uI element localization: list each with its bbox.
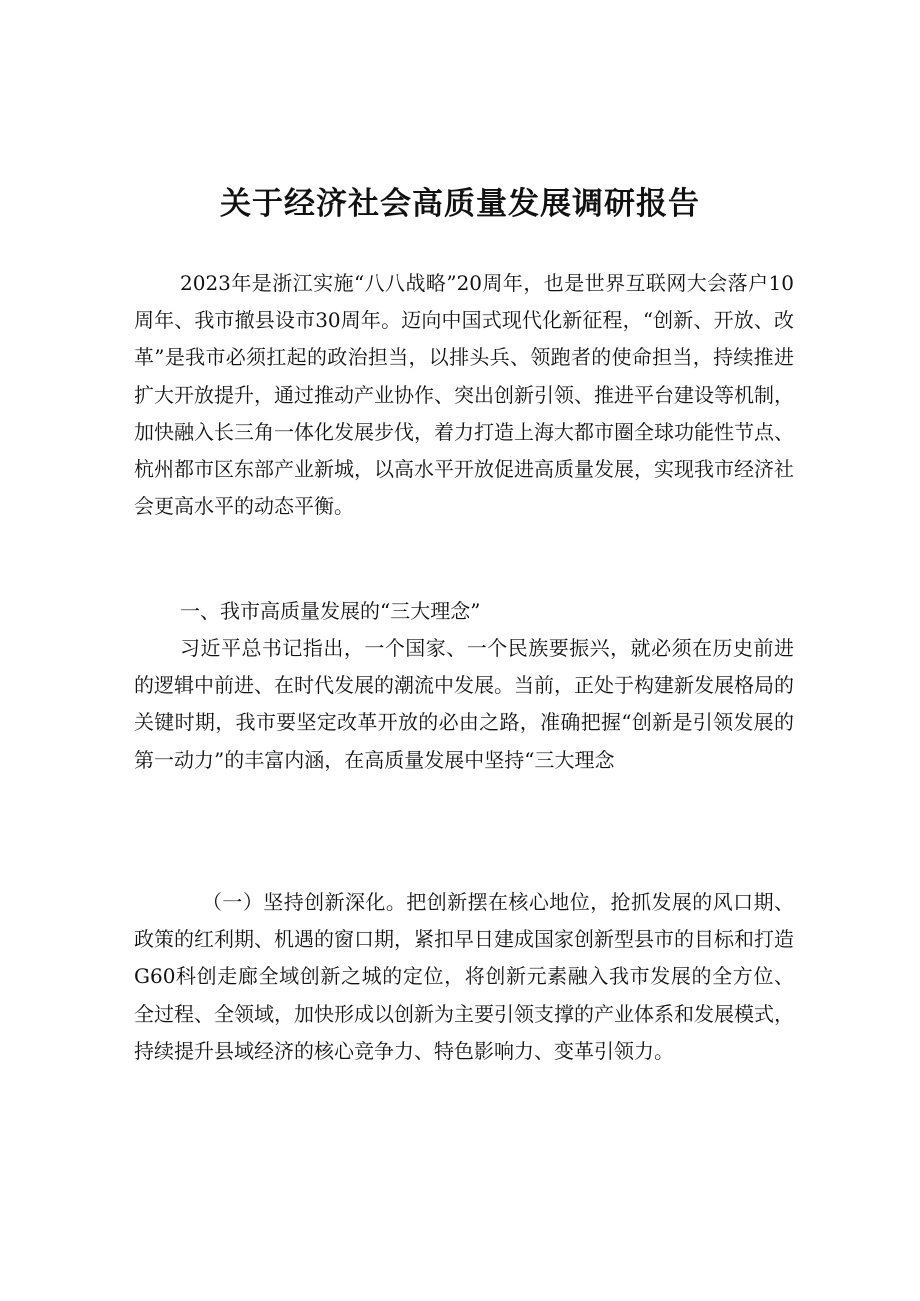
- intro-paragraph: 2023年是浙江实施“八八战略”20周年，也是世界互联网大会落户10周年、我市撤县设市30周年。迈向中国式现代化新征程，“创新、开放、改革”是我市必须扛起的政治担当，以排头兵、领跑者的使命担当，持续推进扩大开放提升，通过推动产业协作、突出创新引领、推进平台建设等机制，加快融入长三角一体化发展步伐，着力打造上海大都市圈全球功能性节点、杭州都市区东部产业新城，以高水平开放促进高质量发展，实现我市经济社会更高水平的动态平衡。: [134, 271, 794, 519]
- section-1-paragraph: 习近平总书记指出，一个国家、一个民族要振兴，就必须在历史前进的逻辑中前进、在时代发展的潮流中发展。当前，正处于构建新发展格局的关键时期，我市要坚定改革开放的必由之路，准确把握“创新是引领发展的第一动力”的丰富内涵，在高质量发展中坚持“三大理念: [134, 636, 794, 772]
- subsection-1-paragraph: （一）坚持创新深化。把创新摆在核心地位，抢抓发展的风口期、政策的红利期、机遇的窗口期，紧扣早日建成国家创新型县市的目标和打造G60科创走廊全域创新之城的定位，将创新元素融入我市发展的全方位、全过程、全领域，加快形成以创新为主要引领支撑的产业体系和发展模式，持续提升县域经济的核心竞争力、特色影响力、变革引领力。: [134, 890, 794, 1063]
- document-title: 关于经济社会高质量发展调研报告: [220, 186, 700, 222]
- section-heading-1: 一、我市高质量发展的“三大理念”: [180, 599, 481, 623]
